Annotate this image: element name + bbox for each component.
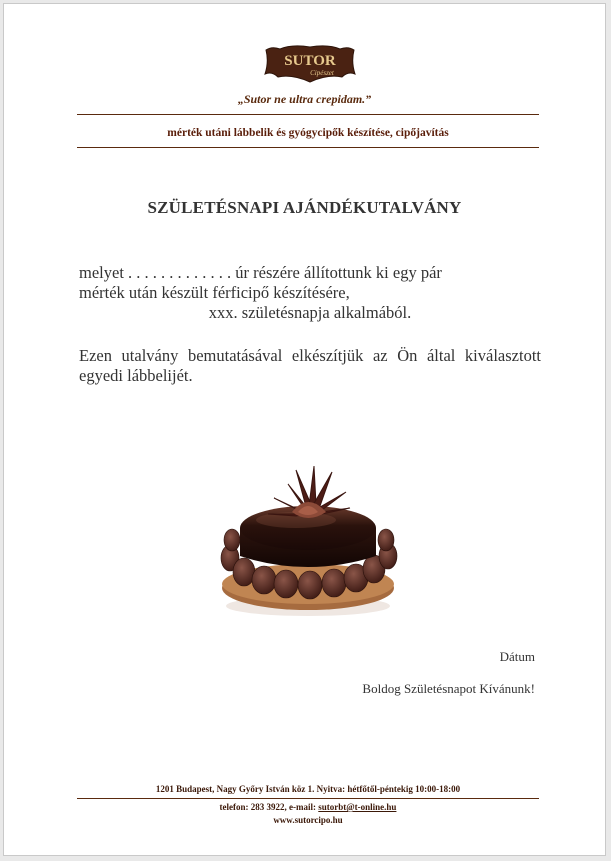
svg-text:Cipészet: Cipészet: [310, 69, 334, 77]
voucher-line-1: melyet . . . . . . . . . . . . . úr részére állítottunk ki egy pár: [79, 263, 442, 282]
voucher-line-2: mérték után készült férficipő készítésére,: [79, 283, 350, 302]
footer-email-label: e-mail:: [289, 802, 317, 812]
page-title: SZÜLETÉSNAPI AJÁNDÉKUTALVÁNY: [147, 198, 462, 217]
voucher-paragraph-2: Ezen utalvány bemutatásával elkészítjük az Ön által kiválasztott egyedi lábbelijét.: [79, 346, 541, 385]
footer-divider: [77, 798, 539, 799]
closing-greeting: Boldog Születésnapot Kívánunk!: [362, 681, 535, 696]
chocolate-cake-image: [218, 448, 400, 623]
footer-address: 1201 Budapest, Nagy Győry István köz 1. Nyitva: hétfőtől-péntekig 10:00-18:00: [155, 784, 461, 794]
sutor-logo: [262, 44, 358, 92]
tagline: mérték utáni lábbelik és gyógycipők készítése, cipőjavítás: [167, 127, 449, 139]
divider-bottom: [77, 147, 539, 148]
footer-contact: [77, 802, 539, 812]
voucher-page: [3, 3, 606, 856]
footer-phone: telefon: 283 3922,: [219, 802, 287, 812]
divider-top: [77, 114, 539, 115]
footer-email-link[interactable]: sutorbt@t-online.hu: [318, 802, 397, 812]
svg-text:SUTOR: SUTOR: [284, 53, 336, 69]
voucher-line-3: xxx. születésnapja alkalmából.: [208, 303, 412, 322]
footer-website[interactable]: www.sutorcipo.hu: [273, 815, 343, 825]
date-label: Dátum: [499, 649, 535, 664]
motto: „Sutor ne ultra crepidam.”: [237, 92, 372, 106]
